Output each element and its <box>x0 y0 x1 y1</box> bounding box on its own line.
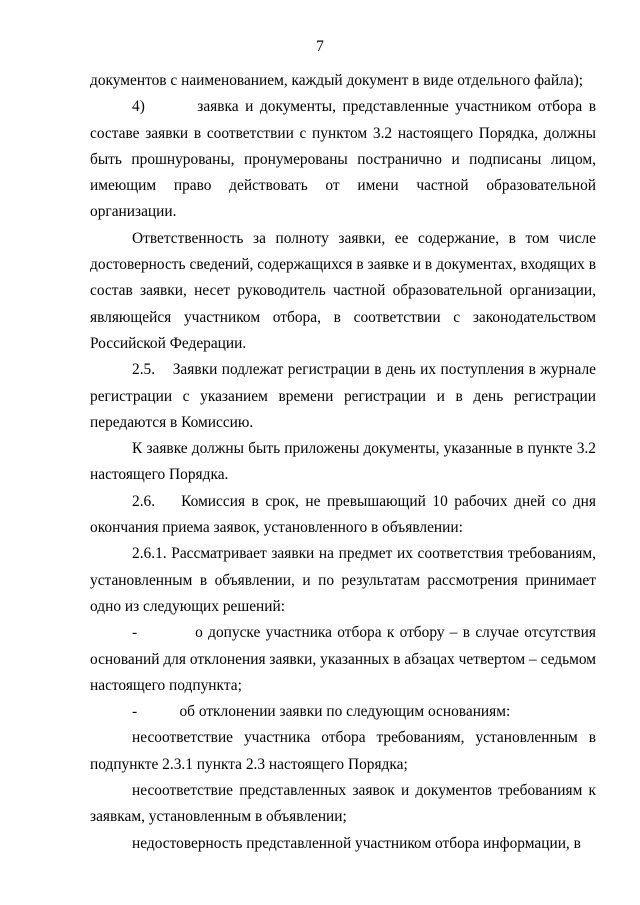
paragraph-2-5: 2.5. Заявки подлежат регистрации в день их поступления в журнале регистрации с указанием времени регистрации и в день регистрации передаются в Комиссию. <box>90 361 596 431</box>
paragraph-2-6-1: 2.6.1. Рассматривает заявки на предмет их соответствия требованиям, установленным в объявлении, и по результатам рассмотрения принимает одно из следующих решений: <box>90 545 596 615</box>
paragraph-responsibility: Ответственность за полноту заявки, ее содержание, в том числе достоверность сведений, содержащихся в заявке и в документах, входящих в состав заявки, несет руководитель частной образовательной организации, являющейся участником отбора, в соответствии с законодательством Российской Федерации. <box>90 229 596 352</box>
bullet-admission: - о допуске участника отбора к отбору – в случае отсутствия оснований для отклонения заявки, указанных в абзацах четвертом – седьмом настоящего подпункта; <box>90 624 596 694</box>
ground-participant-mismatch: несоответствие участника отбора требованиям, установленным в подпункте 2.3.1 пункта 2.3 настоящего Порядка; <box>90 729 596 773</box>
bullet-rejection: - об отклонении заявки по следующим основаниям: <box>132 703 511 721</box>
paragraph-item-4: 4) заявка и документы, представленные участником отбора в составе заявки в соответствии с пунктом 3.2 настоящего Порядка, должны быть прошнурованы, пронумерованы постранично и подписаны лицом, имеющим право действовать от имени частной образовательной организации. <box>90 98 596 221</box>
paragraph-attachments: К заявке должны быть приложены документы, указанные в пункте 3.2 настоящего Порядка. <box>90 440 596 484</box>
ground-unreliable-info: недостоверность представленной участником отбора информации, в <box>132 834 581 852</box>
document-body <box>90 68 596 857</box>
paragraph-2-6: 2.6. Комиссия в срок, не превышающий 10 рабочих дней со дня окончания приема заявок, установленного в объявлении: <box>90 492 596 537</box>
page-number: 7 <box>316 38 324 55</box>
paragraph-continuation: документов с наименованием, каждый документ в виде отдельного файла); <box>90 72 584 89</box>
ground-documents-mismatch: несоответствие представленных заявок и документов требованиям к заявкам, установленным в объявлении; <box>90 782 596 826</box>
